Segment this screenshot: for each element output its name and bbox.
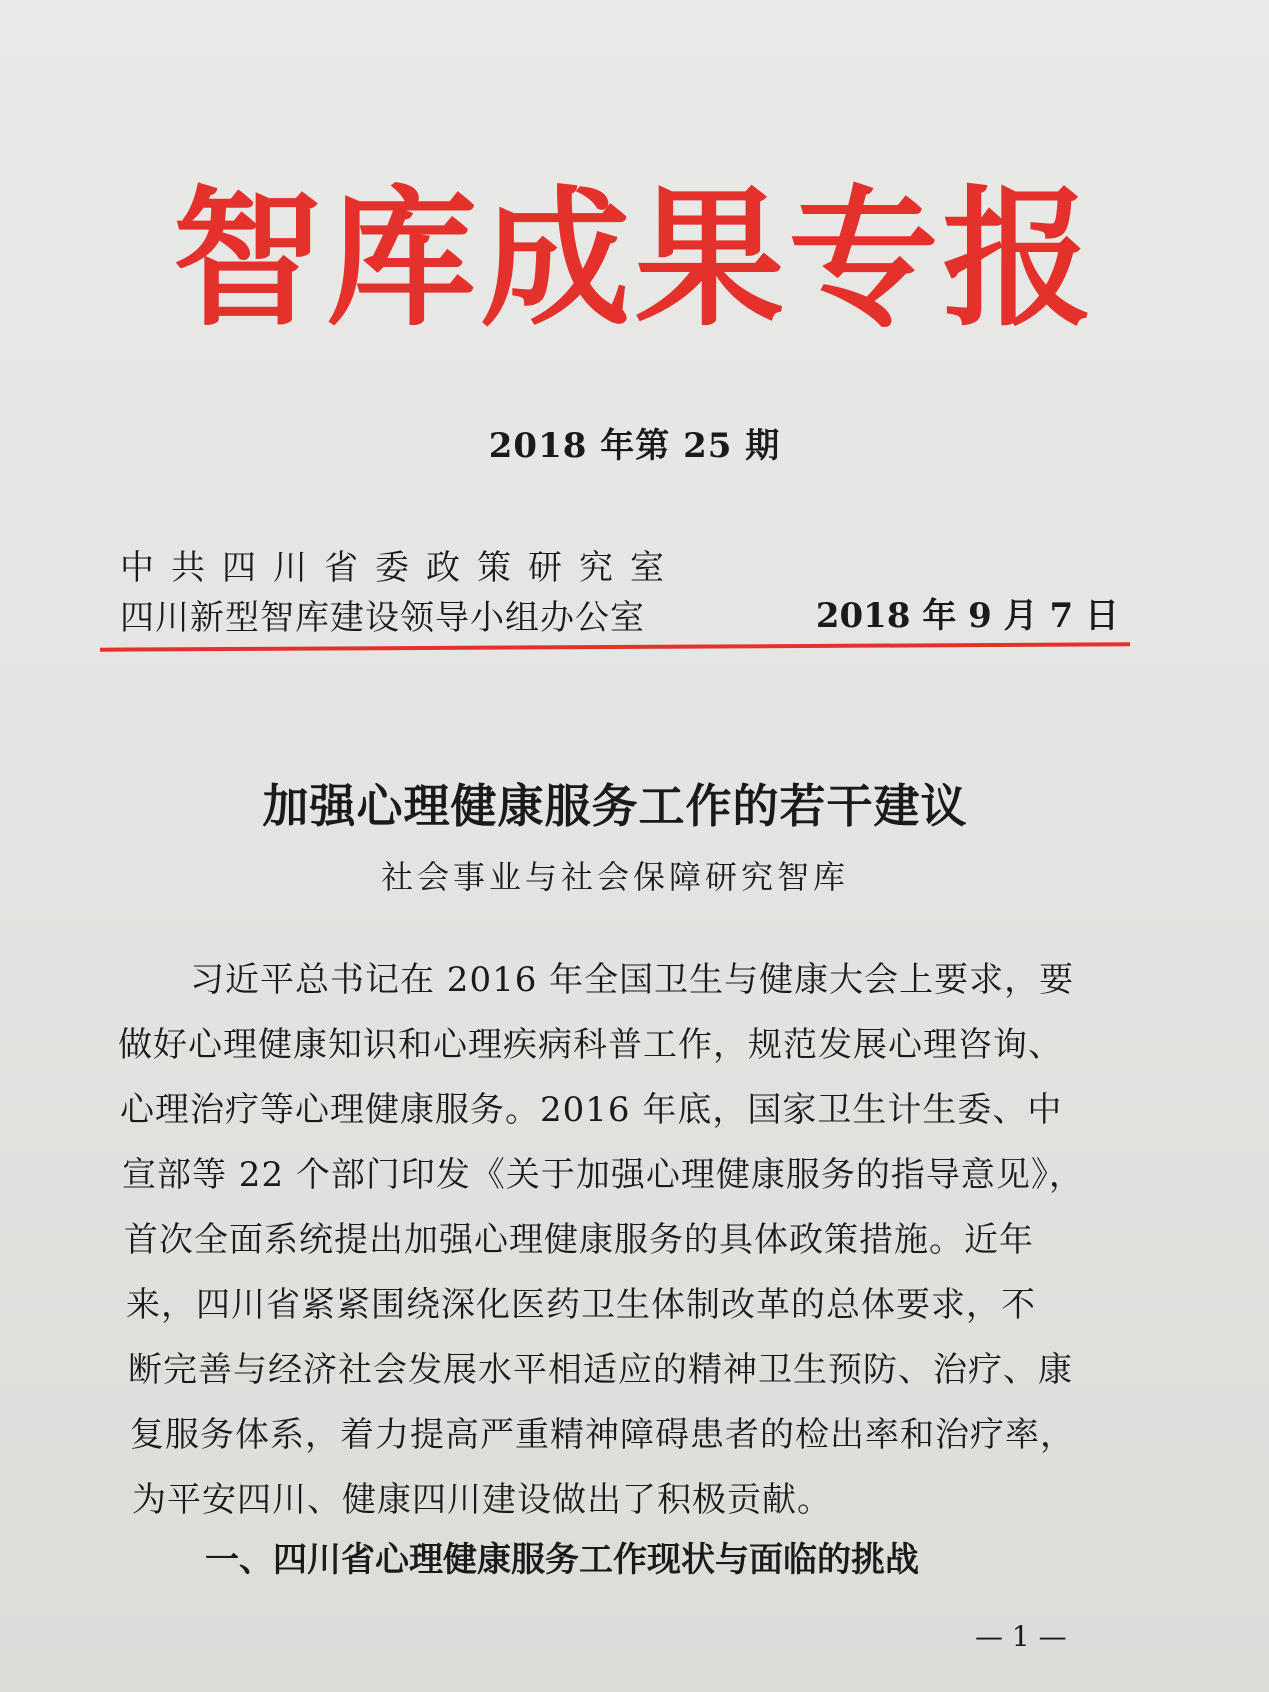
paragraph-line: 断完善与经济社会发展水平相适应的精神卫生预防、治疗、康 xyxy=(128,1350,1073,1390)
paragraph-line: 做好心理健康知识和心理疾病科普工作，规范发展心理咨询、 xyxy=(118,1025,1063,1065)
issuing-org-2: 四川新型智库建设领导小组办公室 xyxy=(120,598,645,638)
paragraph-line: 来，四川省紧紧围绕深化医药卫生体制改革的总体要求，不 xyxy=(126,1285,1036,1325)
red-divider xyxy=(100,642,1130,651)
paragraph-line: 宣部等 22 个部门印发《关于加强心理健康服务的指导意见》， xyxy=(122,1155,1084,1195)
page-number: — 1 — xyxy=(975,1620,1067,1653)
issue-number: 2018 年第 25 期 xyxy=(488,426,781,466)
article-title: 加强心理健康服务工作的若干建议 xyxy=(262,779,968,833)
paragraph-line: 复服务体系，着力提高严重精神障碍患者的检出率和治疗率， xyxy=(130,1415,1075,1455)
paragraph-line: 习近平总书记在 2016 年全国卫生与健康大会上要求，要 xyxy=(190,960,1075,1000)
section-heading: 一、四川省心理健康服务工作现状与面临的挑战 xyxy=(205,1540,919,1580)
paragraph-line: 首次全面系统提出加强心理健康服务的具体政策措施。近年 xyxy=(124,1220,1034,1260)
article-author: 社会事业与社会保障研究智库 xyxy=(380,858,849,896)
paragraph-line: 心理治疗等心理健康服务。2016 年底，国家卫生计生委、中 xyxy=(120,1090,1063,1130)
issue-date: 2018 年 9 月 7 日 xyxy=(815,596,1119,636)
issuing-org-1: 中共四川省委政策研究室 xyxy=(120,548,681,588)
masthead-title: 智库成果专报 xyxy=(172,173,1097,347)
paragraph-line: 为平安四川、健康四川建设做出了积极贡献。 xyxy=(132,1480,832,1520)
